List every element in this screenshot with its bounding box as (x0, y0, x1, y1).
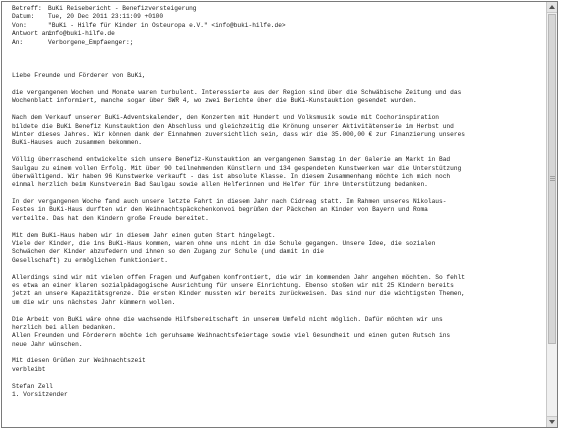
scroll-down-button[interactable] (547, 416, 557, 427)
paragraph-5 (12, 232, 547, 266)
header-to-row (12, 39, 547, 47)
header-subject-row (12, 5, 547, 13)
header-from-row (12, 22, 547, 30)
triangle-up-icon (549, 5, 555, 9)
paragraph-line: verteilte. Das hat den Kindern große Freude bereitet. (12, 214, 209, 222)
paragraph-line: Die Arbeit von BuKi wäre ohne die wachsende Hilfsbereitschaft in unserem Umfeld nicht möglich. Dafür möchten wir uns (12, 315, 443, 323)
header-replyto-label: Antwort an: (12, 30, 53, 38)
header-from-value[interactable]: "BuKi - Hilfe für Kinder in Osteuropa e.V." <info@buki-hilfe.de> (48, 21, 286, 29)
paragraph-line: Festes in BuKi-Haus durften wir den Weihnachtspäckchenkonvoi begrüßen der Päckchen an Kinder von Bayern und Roma (12, 206, 428, 214)
closing-line: Mit diesen Grüßen zur Weihnachtszeit (12, 357, 146, 365)
header-replyto-value[interactable]: info@buki-hilfe.de (48, 30, 115, 38)
closing (12, 357, 547, 374)
paragraph-line: Allen Freunden und Förderern möchte ich geruhsame Weihnachtsfeiertage sowie viel Gesundheit und einen guten Rutsch ins (12, 332, 451, 340)
paragraph-7 (12, 316, 547, 350)
email-header (12, 5, 547, 47)
header-replyto-row (12, 30, 547, 38)
paragraph-line: Viele der Kinder, die ins BuKi-Haus kommen, waren ohne uns nicht in die Schule gegangen. Unsere Idee, die sozialen (12, 240, 436, 248)
paragraph-line: Winter dieses Jahres. Wir können dank der Einnahmen zuversichtlich sein, dass wir die 35.000,00 € zur Finanzierung unseres (12, 130, 465, 138)
header-date-row (12, 13, 547, 21)
header-to-label: An: (12, 38, 24, 46)
paragraph-line: jetzt an unsere Kapazitätsgrenze. Die ersten Kinder mussten wir bereits zurückweisen. Das sind nur die wichtigsten Themen, (12, 290, 465, 298)
paragraph-6 (12, 274, 547, 308)
paragraph-line: neue Jahr wünschen. (12, 340, 83, 348)
paragraph-line: Mit dem BuKi-Haus haben wir in diesem Jahr einen guten Start hingelegt. (12, 231, 276, 239)
paragraph-line: Schwächen der Kinder abzufedern und ihnen so den Zugang zur Schule (und damit in die (12, 248, 324, 256)
paragraph-line: bildete die BuKi Benefiz Kunstauktion den Abschluss und gleichzeitig die Krönung unserer Aktivitätenserie im Herbst und (12, 122, 454, 130)
header-to-value: Verborgene_Empfaenger:; (48, 38, 134, 46)
paragraph-line: Nach dem Verkauf unserer BuKi-Adventskalender, den Konzerten mit Hundert und Volksmusik sowie mit Cochorinspiration (12, 114, 440, 122)
paragraph-line: um die wir uns nächstes Jahr kümmern wollen. (12, 298, 176, 306)
header-from-label: Von: (12, 21, 27, 29)
paragraph-line: Allerdings sind wir mit vielen offen Fragen und Aufgaben konfrontiert, die wir im kommenden Jahr angehen möchten. So fehlt (12, 273, 465, 281)
paragraph-line: Saulgau zu einem vollen Erfolg. Mit über 90 teilnehmenden Künstlern und 134 gespendeten Kunstwerken war die Unterstützung (12, 164, 462, 172)
paragraph-line: die vergangenen Wochen und Monate waren turbulent. Interessierte aus der Region sind über die Schwäbische Zeitung und das (12, 88, 462, 96)
paragraph-line: Gesellschaft) zu ermöglichen funktioniert. (12, 256, 168, 264)
scrollbar-thumb[interactable] (548, 14, 556, 344)
header-date-label: Datum: (12, 13, 35, 21)
paragraph-1 (12, 89, 547, 106)
email-message-window (1, 1, 558, 428)
greeting: Liebe Freunde und Förderer von BuKi, (12, 72, 146, 80)
paragraph-2 (12, 114, 547, 148)
email-body-pane (2, 2, 547, 427)
paragraph-line: Völlig überraschend entwickelte sich unsere Benefiz-Kunstauktion am vergangenen Samstag in der Galerie am Markt in Bad (12, 156, 451, 164)
paragraph-line: Wochenblatt informiert, manche sogar über SWR 4, wo zwei Berichte über die BuKi-Kunstauktion gesendet wurden. (12, 97, 417, 105)
paragraph-3 (12, 156, 547, 190)
paragraph-line: es etwa an einer klaren sozialpädagogische Ausrichtung für unsere Einrichtung. Ebenso stoßen wir mit 25 Kindern bereits (12, 281, 454, 289)
thumb-grip-line (550, 178, 555, 179)
signature (12, 383, 547, 400)
header-date-value: Tue, 20 Dec 2011 23:11:09 +0100 (48, 13, 164, 21)
paragraph-line: BuKi-Hauses auch zusammen bekommen. (12, 139, 142, 147)
signature-name: Stefan Zell (12, 382, 53, 390)
header-subject-value: BuKi Reisebericht - Benefizversteigerung (48, 5, 197, 12)
paragraph-line: einmal herzlich beim Kunstverein Bad Saulgau sowie allen Helferinnen und Helfer für ihre Unterstützung bedanken. (12, 181, 428, 189)
paragraph-line: überwältigend. Wir haben 96 Kunstwerke verkauft - das ist absolute Klasse. In diesem Zusammenhang möchte ich mich noch (12, 172, 451, 180)
header-subject-label: Betreff: (12, 5, 42, 12)
vertical-scrollbar[interactable] (546, 2, 557, 427)
triangle-down-icon (549, 420, 555, 424)
paragraph-line: herzlich bei allen bedanken. (12, 323, 116, 331)
scroll-up-button[interactable] (547, 2, 557, 13)
thumb-grip-line (550, 180, 555, 181)
thumb-grip-line (550, 176, 555, 177)
signature-title: 1. Vorsitzender (12, 391, 68, 399)
closing-line: verbleibt (12, 365, 46, 373)
paragraph-4 (12, 198, 547, 223)
paragraph-line: In der vergangenen Woche fand auch unsere letzte Fahrt in diesem Jahr nach Cidreag statt. Im Rahmen unseres Nikolaus- (12, 198, 447, 206)
